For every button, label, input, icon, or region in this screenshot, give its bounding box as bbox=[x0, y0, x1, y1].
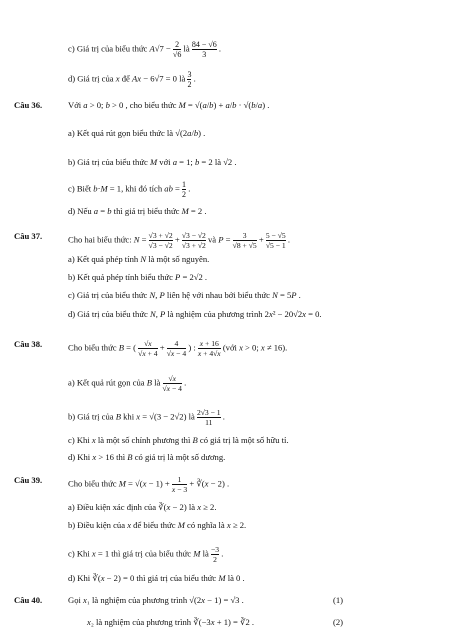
question-36-label: Câu 36. bbox=[14, 100, 43, 110]
equation-number-1: (1) bbox=[333, 595, 344, 605]
statement-37a: a) Kết quả phép tính N là một số nguyên. bbox=[68, 254, 210, 264]
statement-37b: b) Kết quả phép tính biểu thức P = 2√2 . bbox=[68, 272, 208, 282]
statement-37c: c) Giá trị của biểu thức N, P liên hệ với nhau bởi biểu thức N = 5P . bbox=[68, 290, 301, 300]
question-40-text: Gọi x₁ là nghiệm của phương trình √(2x − 1) = √3 . bbox=[68, 595, 244, 605]
statement-d-prev: d) Giá trị của x để Ax − 6√7 = 0 là $\frac{3}{2}$ . bbox=[68, 70, 196, 89]
statement-36b: b) Giá trị của biểu thức M với a = 1; b = 2 là √2 . bbox=[68, 157, 237, 167]
question-39-text: Cho biểu thức M = √(x − 1) + $\frac{1}{x - 3}$ + ∛(x − 2) . bbox=[68, 475, 230, 494]
statement-38b: b) Giá trị của B khi x = √(3 − 2√2) là $\frac{2√3 - 1}{11}$ . bbox=[68, 408, 225, 427]
question-38-text: Cho biểu thức B = ( $\frac{√x}{√x + 4}$ + $\frac{4}{√x - 4}$ ) : $\frac{x + 16}{x + 4√x}$ (với x > 0; x ≠ 16). bbox=[68, 339, 288, 358]
question-40-text-2: x₂ là nghiệm của phương trình ∛(−3x + 1) = ∛2 . bbox=[87, 617, 255, 627]
question-36-text: Với a > 0; b > 0 , cho biểu thức M = √(a/b) + a/b · √(b/a) . bbox=[68, 100, 270, 110]
statement-39c: c) Khi x = 1 thì giá trị của biểu thức M là $\frac{-3}{2}$ . bbox=[68, 545, 224, 564]
question-37-text: Cho hai biểu thức: N = $\frac{√3 + √2}{√3 - √2}$ + $\frac{√3 - √2}{√3 + √2}$ và P = $\frac{3}{√8 + √5}$ + $\frac{5 - √5}{√5 - 1}$ . bbox=[68, 231, 290, 250]
statement-36a: a) Kết quả rút gọn biểu thức là √(2a/b) . bbox=[68, 128, 206, 138]
statement-39b: b) Điều kiện của x để biểu thức M có nghĩa là x ≥ 2. bbox=[68, 520, 247, 530]
statement-37d: d) Giá trị của biểu thức N, P là nghiệm của phương trình 2x² − 20√2x = 0. bbox=[68, 309, 322, 319]
question-38-label: Câu 38. bbox=[14, 339, 43, 349]
question-39-label: Câu 39. bbox=[14, 475, 43, 485]
statement-38d: d) Khi x > 16 thì B có giá trị là một số dương. bbox=[68, 452, 226, 462]
statement-c-prev: c) Giá trị của biểu thức A√7 − $\frac{2}{√6}$ là $\frac{84 - √6}{3}$ . bbox=[68, 40, 222, 59]
question-37-label: Câu 37. bbox=[14, 231, 43, 241]
statement-39a: a) Điều kiện xác định của ∛(x − 2) là x ≥ 2. bbox=[68, 502, 217, 512]
statement-36c: c) Biết b·M = 1, khi đó tích ab = $\frac{1}{2}$ . bbox=[68, 180, 191, 199]
question-40-label: Câu 40. bbox=[14, 595, 43, 605]
statement-39d: d) Khi ∛(x − 2) = 0 thì giá trị của biểu thức M là 0 . bbox=[68, 573, 245, 583]
statement-36d: d) Nếu a = b thì giá trị biểu thức M = 2 . bbox=[68, 206, 207, 216]
statement-38c: c) Khi x là một số chính phương thì B có giá trị là một số hữu tỉ. bbox=[68, 435, 289, 445]
statement-38a: a) Kết quả rút gọn của B là $\frac{√x}{√x - 4}$ . bbox=[68, 374, 187, 393]
equation-number-2: (2) bbox=[333, 617, 344, 627]
